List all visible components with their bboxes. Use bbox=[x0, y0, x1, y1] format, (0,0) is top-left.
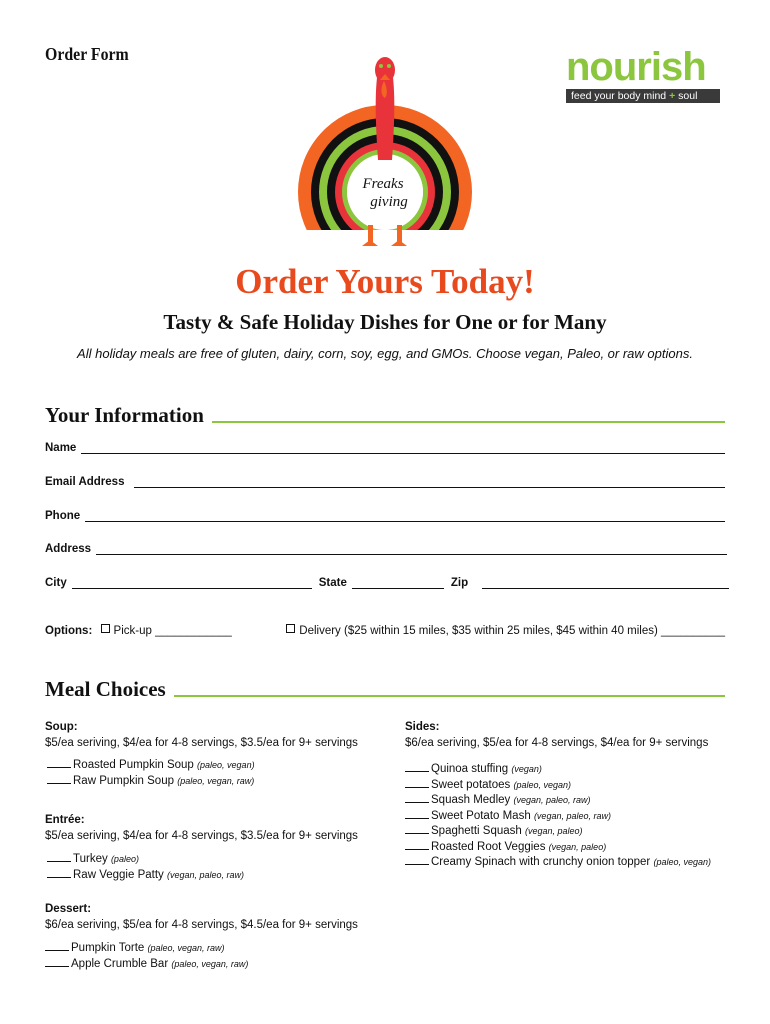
quantity-blank[interactable] bbox=[47, 758, 71, 768]
soup-section bbox=[45, 720, 395, 789]
phone-label: Phone bbox=[45, 510, 81, 522]
section-rule bbox=[212, 421, 725, 423]
list-item[interactable] bbox=[405, 855, 735, 871]
item-tags: (vegan, paleo) bbox=[525, 826, 583, 836]
item-tags: (paleo, vegan, raw) bbox=[171, 958, 249, 969]
event-logo-line1: Freaks bbox=[362, 176, 404, 192]
item-name: Sweet Potato Mash bbox=[431, 809, 531, 822]
subheadline: Tasty & Safe Holiday Dishes for One or for Many bbox=[163, 310, 607, 334]
quantity-blank[interactable] bbox=[45, 957, 69, 967]
headline: Order Yours Today! bbox=[235, 262, 535, 301]
list-item[interactable] bbox=[45, 852, 395, 868]
logo-tagline bbox=[566, 89, 720, 103]
item-tags: (paleo, vegan) bbox=[197, 760, 255, 770]
item-tags: (vegan, paleo, raw) bbox=[533, 810, 611, 821]
item-tags: (vegan, paleo, raw) bbox=[166, 869, 245, 880]
item-name: Quinoa stuffing bbox=[431, 763, 509, 775]
meal-choices-title: Meal Choices bbox=[45, 677, 166, 701]
address-field[interactable] bbox=[45, 539, 727, 555]
address-label: Address bbox=[45, 543, 92, 555]
quantity-blank[interactable] bbox=[405, 824, 429, 834]
list-item[interactable] bbox=[405, 840, 735, 856]
nourish-logo bbox=[566, 45, 720, 103]
quantity-blank[interactable] bbox=[45, 941, 69, 951]
list-item[interactable] bbox=[45, 941, 395, 957]
item-tags: (vegan, paleo, raw) bbox=[513, 795, 591, 805]
soup-title: Soup: bbox=[45, 721, 78, 733]
pickup-checkbox[interactable] bbox=[101, 624, 110, 633]
dessert-title: Dessert: bbox=[45, 903, 92, 915]
item-tags: (paleo, vegan) bbox=[653, 857, 712, 867]
quantity-blank[interactable] bbox=[405, 855, 429, 865]
list-item[interactable] bbox=[405, 809, 735, 825]
your-information-title: Your Information bbox=[45, 403, 204, 427]
quantity-blank[interactable] bbox=[405, 762, 429, 772]
dessert-section bbox=[45, 902, 395, 972]
freaksgiving-turkey-logo bbox=[290, 40, 480, 260]
name-label: Name bbox=[45, 442, 77, 454]
item-tags: (paleo, vegan, raw) bbox=[147, 943, 225, 953]
form-label: Order Form bbox=[45, 44, 129, 64]
quantity-blank[interactable] bbox=[47, 852, 71, 862]
state-input-line[interactable] bbox=[352, 577, 444, 589]
pickup-option[interactable] bbox=[101, 625, 254, 637]
phone-field[interactable] bbox=[45, 506, 725, 522]
email-field[interactable] bbox=[45, 472, 725, 488]
delivery-options-row bbox=[45, 621, 725, 637]
delivery-option[interactable] bbox=[286, 625, 725, 637]
city-state-zip-row bbox=[45, 573, 729, 589]
email-input-line[interactable] bbox=[134, 476, 725, 488]
quantity-blank[interactable] bbox=[405, 793, 429, 803]
logo-tagline-start: feed your body mind bbox=[571, 90, 667, 102]
entree-section bbox=[45, 813, 395, 883]
list-item[interactable] bbox=[405, 778, 735, 794]
zip-label: Zip bbox=[450, 577, 469, 589]
city-input-line[interactable] bbox=[72, 577, 312, 589]
quantity-blank[interactable] bbox=[405, 840, 429, 850]
list-item[interactable] bbox=[405, 824, 735, 840]
sides-title: Sides: bbox=[405, 721, 440, 733]
list-item[interactable] bbox=[45, 758, 395, 774]
quantity-blank[interactable] bbox=[47, 774, 71, 784]
quantity-blank[interactable] bbox=[405, 809, 429, 819]
item-name: Apple Crumble Bar bbox=[71, 957, 169, 970]
item-name: Roasted Pumpkin Soup bbox=[73, 759, 194, 771]
name-field[interactable] bbox=[45, 438, 725, 454]
item-tags: (paleo) bbox=[110, 854, 139, 864]
soup-price: $5/ea seriving, $4/ea for 4-8 servings, $3.5/ea for 9+ servings bbox=[45, 736, 358, 749]
logo-wordmark: nourish bbox=[566, 45, 706, 89]
zip-input-line[interactable] bbox=[482, 577, 729, 589]
delivery-checkbox[interactable] bbox=[286, 624, 295, 633]
logo-tagline-end: soul bbox=[678, 90, 698, 102]
pickup-label: Pick-up ____________ bbox=[113, 625, 232, 637]
list-item[interactable] bbox=[45, 774, 395, 790]
dessert-price: $6/ea seriving, $5/ea for 4-8 servings, $4.5/ea for 9+ servings bbox=[45, 918, 358, 931]
meal-choices-heading bbox=[45, 674, 725, 700]
item-tags: (vegan) bbox=[511, 764, 542, 774]
entree-price: $5/ea seriving, $4/ea for 4-8 servings, $3.5/ea for 9+ servings bbox=[45, 829, 358, 842]
list-item[interactable] bbox=[405, 762, 735, 778]
sides-section bbox=[405, 720, 735, 871]
list-item[interactable] bbox=[45, 957, 395, 973]
section-rule bbox=[174, 695, 725, 697]
logo-tagline-plus: + bbox=[669, 90, 676, 102]
quantity-blank[interactable] bbox=[47, 868, 71, 878]
city-label: City bbox=[45, 577, 67, 589]
sides-price: $6/ea seriving, $5/ea for 4-8 servings, $4/ea for 9+ servings bbox=[405, 736, 709, 749]
name-input-line[interactable] bbox=[81, 442, 725, 454]
intro-text: All holiday meals are free of gluten, dairy, corn, soy, egg, and GMOs. Choose vegan, Paleo, or raw options. bbox=[77, 346, 693, 361]
list-item[interactable] bbox=[405, 793, 735, 809]
your-information-heading bbox=[45, 400, 725, 426]
meal-column-right bbox=[405, 720, 735, 871]
item-tags: (vegan, paleo) bbox=[548, 841, 607, 852]
item-name: Raw Pumpkin Soup bbox=[73, 774, 174, 787]
item-name: Sweet potatoes bbox=[431, 778, 511, 791]
entree-title: Entrée: bbox=[45, 814, 85, 826]
email-label: Email Address bbox=[45, 476, 125, 488]
phone-input-line[interactable] bbox=[85, 510, 725, 522]
item-name: Squash Medley bbox=[431, 794, 511, 806]
item-name: Raw Veggie Patty bbox=[73, 868, 164, 881]
item-tags: (paleo, vegan, raw) bbox=[177, 775, 255, 786]
item-name: Creamy Spinach with crunchy onion topper bbox=[431, 856, 651, 868]
item-name: Turkey bbox=[73, 853, 108, 865]
quantity-blank[interactable] bbox=[405, 778, 429, 788]
item-tags: (paleo, vegan) bbox=[513, 779, 572, 790]
list-item[interactable] bbox=[45, 868, 395, 884]
item-name: Spaghetti Squash bbox=[431, 825, 522, 837]
meal-column-left bbox=[45, 720, 395, 972]
delivery-label: Delivery ($25 within 15 miles, $35 within 25 miles, $45 within 40 miles) __________ bbox=[299, 625, 725, 637]
event-logo-line2: giving bbox=[370, 194, 408, 210]
item-name: Pumpkin Torte bbox=[71, 942, 145, 954]
state-label: State bbox=[318, 577, 347, 589]
item-name: Roasted Root Veggies bbox=[431, 840, 546, 853]
address-input-line[interactable] bbox=[96, 543, 727, 555]
options-label: Options: bbox=[45, 625, 93, 637]
